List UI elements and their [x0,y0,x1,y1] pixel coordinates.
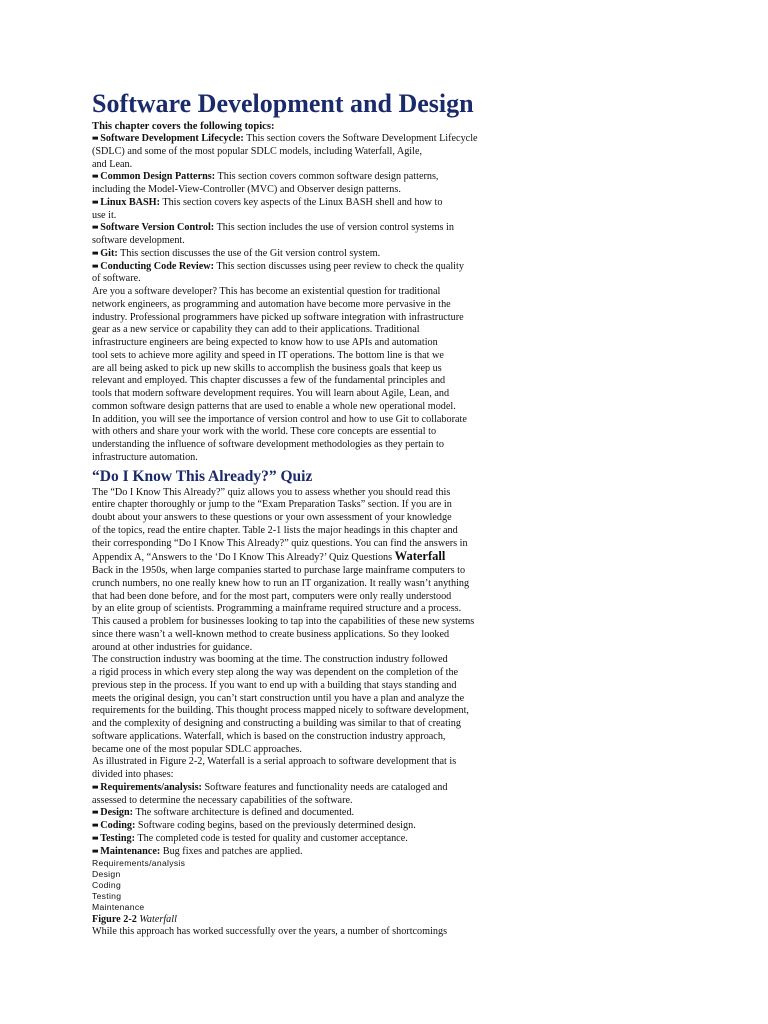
bullet-icon: ■■ [92,835,98,842]
topic-line [92,133,532,146]
topic-line [92,248,532,261]
bullet-icon: ■■ [92,810,98,817]
phase-label: Maintenance: [100,845,161,857]
phase-label: Coding: [100,820,136,831]
phase-line [92,820,532,833]
waterfall-line: As illustrated in Figure 2-2, Waterfall is a serial approach to software development that is [92,756,457,768]
bullet-icon: ■■ [92,263,98,270]
waterfall-line: requirements for the building. This thought process mapped nicely to software development, [92,705,469,717]
figure-caption [92,913,532,926]
intro-line: infrastructure automation. [92,451,198,463]
topic-text: including the Model-View-Controller (MVC) and Observer design patterns. [92,184,401,195]
waterfall-line: a rigid process in which every step along the way was dependent on the completion of the [92,667,459,678]
figure-number: Figure 2-2 [92,914,137,926]
topic-label: Common Design Patterns: [100,171,216,183]
phase-text: Bug fixes and patches are applied. [160,845,303,857]
topic-text: This section covers the Software Development Lifecycle [243,133,478,144]
waterfall-line: around at other industries for guidance. [92,641,253,653]
phase-label: Requirements/analysis: [100,781,202,793]
intro-line: with others and share your work with the world. These core concepts are essential to [92,426,437,438]
topic-text: This section discusses using peer review to check the quality [214,260,464,272]
quiz-line: their corresponding “Do I Know This Already?” quiz questions. You can find the answers in [92,537,468,549]
waterfall-line: since there wasn’t a well-known method to create business applications. So they looked [92,628,450,640]
closing-line: While this approach has worked successfully over the years, a number of shortcomings [92,926,448,938]
intro-line: are all being asked to pick up new skills to accomplish the business goals that keep us [92,362,442,374]
phase-text: The completed code is tested for quality and customer acceptance. [134,832,408,844]
quiz-last-line-text: Appendix A, “Answers to the ‘Do I Know This Already?’ Quiz Questions [92,552,395,564]
waterfall-line: by an elite group of scientists. Programming a mainframe required structure and a process. [92,603,462,615]
bullet-icon: ■■ [92,136,98,142]
waterfall-line: divided into phases: [92,769,174,780]
intro-paragraph [92,286,532,465]
intro-line: Are you a software developer? This has become an existential question for traditional [92,286,441,297]
topics-intro-heading: This chapter covers the following topics: [92,121,275,132]
phase-text: assessed to determine the necessary capabilities of the software. [92,794,353,806]
waterfall-paragraph [92,565,532,782]
figure-title: Waterfall [139,914,177,926]
bullet-icon: ■■ [92,250,98,257]
intro-line: gear as a new service or capability they can add to their applications. Traditional [92,324,420,336]
waterfall-line: and the complexity of designing and constructing a building was similar to that of creating [92,718,461,729]
intro-line: tool sets to achieve more agility and speed in IT operations. The bottom line is that we [92,349,444,361]
intro-line: network engineers, as programming and automation have become more pervasive in the [92,298,451,310]
phase-line [92,795,532,808]
figure-2-2-waterfall [92,858,532,913]
topic-text: software development. [92,235,185,246]
phase-text: The software architecture is defined and documented. [133,807,355,819]
topic-text: (SDLC) and some of the most popular SDLC models, including Waterfall, Agile, [92,145,423,157]
topic-text: of software. [92,273,141,285]
topic-line [92,210,532,223]
phase-line [92,833,532,846]
waterfall-line: became one of the most popular SDLC approaches. [92,743,302,755]
topic-text: and Lean. [92,158,133,170]
phase-label: Design: [100,807,134,819]
intro-line: In addition, you will see the importance of version control and how to use Git to collaborate [92,413,467,425]
page-title: Software Development and Design [92,89,474,118]
waterfall-line: This caused a problem for businesses looking to tap into the capabilities of these new systems [92,616,475,627]
bullet-icon: ■■ [92,784,98,791]
topic-label: Conducting Code Review: [100,260,215,272]
waterfall-line: meets the original design, you can’t start construction until you have a plan and analyze the [92,692,465,704]
intro-line: understanding the influence of software development methodologies as they pertain to [92,439,444,450]
intro-line: relevant and employed. This chapter discusses a few of the fundamental principles and [92,375,446,387]
topic-label: Linux BASH: [100,196,160,208]
phase-label: Testing: [100,832,135,844]
topic-line [92,235,532,248]
bullet-icon: ■■ [92,823,98,829]
waterfall-line: crunch numbers, no one really knew how to run an IT organization. It really wasn’t anything [92,577,470,589]
topic-label: Software Version Control: [100,222,215,234]
figure-item: Coding [92,880,122,891]
waterfall-line: previous step in the process. If you want to end up with a building that stays standing and [92,679,457,691]
phase-line [92,846,532,859]
quiz-paragraph [92,487,532,551]
document-content [92,88,532,939]
topic-text: This section covers key aspects of the Linux BASH shell and how to [159,196,443,208]
phase-line [92,807,532,820]
waterfall-line: The construction industry was booming at the time. The construction industry followed [92,654,448,666]
intro-line: common software design patterns that are used to enable a whole new operational model. [92,400,456,412]
topic-line [92,146,532,159]
topic-line [92,159,532,172]
waterfall-line: Back in the 1950s, when large companies started to purchase large mainframe computers to [92,565,466,576]
intro-line: tools that modern software development requires. You will learn about Agile, Lean, and [92,388,450,399]
phase-text: Software features and functionality needs are cataloged and [201,781,448,793]
quiz-line: doubt about your answers to these questions or your own assessment of your knowledge [92,512,452,523]
topic-text: This section covers common software design patterns, [215,171,439,183]
intro-line: industry. Professional programmers have picked up software integration with infrastructure [92,311,464,323]
quiz-heading: “Do I Know This Already?” Quiz [92,467,313,485]
figure-item: Testing [92,891,122,902]
quiz-line: The “Do I Know This Already?” quiz allows you to assess whether you should read this [92,486,451,498]
topic-line [92,273,532,286]
intro-line: infrastructure engineers are being expected to know how to use APIs and automation [92,337,438,348]
topic-line [92,171,532,184]
quiz-line: of the topics, read the entire chapter. Table 2-1 lists the major headings in this chapter and [92,524,458,536]
bullet-icon: ■■ [92,199,98,206]
bullet-icon: ■■ [92,174,98,181]
phase-line [92,782,532,795]
figure-item: Requirements/analysis [92,858,186,869]
quiz-last-line [92,550,532,565]
topic-line [92,184,532,197]
phase-text: Software coding begins, based on the previously determined design. [135,820,416,831]
waterfall-heading: Waterfall [394,549,446,564]
waterfall-line: software applications. Waterfall, which is based on the construction industry approach, [92,730,446,742]
topics-list [92,133,532,286]
topic-line [92,197,532,210]
phases-list [92,782,532,859]
quiz-line: entire chapter thoroughly or jump to the “Exam Preparation Tasks” section. If you are in [92,499,452,511]
bullet-icon: ■■ [92,848,98,855]
topic-line [92,261,532,274]
topic-label: Software Development Lifecycle: [100,133,244,144]
bullet-icon: ■■ [92,225,98,232]
topic-text: This section includes the use of version control systems in [214,222,454,234]
figure-item: Design [92,869,121,880]
topic-label: Git: [100,247,118,259]
topic-text: This section discusses the use of the Git version control system. [117,247,381,259]
figure-item: Maintenance [92,902,145,913]
topic-line [92,222,532,235]
topic-text: use it. [92,209,117,221]
waterfall-line: that had been done before, and for the most part, computers were only really understood [92,590,452,602]
